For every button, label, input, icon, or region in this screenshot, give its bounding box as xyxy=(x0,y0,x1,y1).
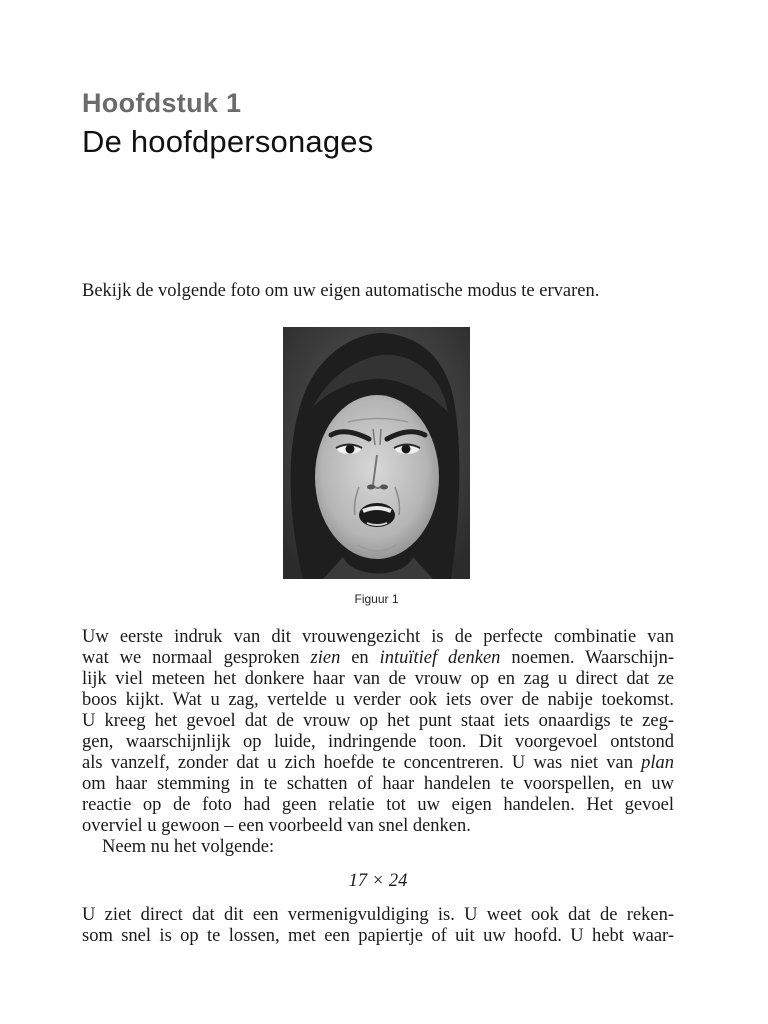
paragraph-line: om haar stemming in te schatten of haar handelen te voorspellen, en uw xyxy=(82,774,674,794)
paragraph-line: Uw eerste indruk van dit vrouwengezicht is de perfecte combinatie van xyxy=(82,627,674,647)
paragraph-line: U kreeg het gevoel dat de vrouw op het punt staat iets onaardigs te zeg- xyxy=(82,711,674,731)
paragraph-line: Neem nu het volgende: xyxy=(102,837,275,857)
paragraph-line xyxy=(82,648,674,669)
paragraph-line: U ziet direct dat dit een vermenigvuldiging is. U weet ook dat de reken- xyxy=(82,905,674,925)
paragraph-line: boos kijkt. Wat u zag, vertelde u verder ook iets over de nabije toekomst. xyxy=(82,690,674,710)
text-run: wat we normaal gesproken xyxy=(82,648,311,668)
text-run: noemen. Waarschijn- xyxy=(500,648,674,668)
chapter-label: Hoofdstuk 1 xyxy=(82,88,242,118)
text-run: en xyxy=(340,648,380,668)
emphasis-intuitief-denken: intuïtief denken xyxy=(379,648,501,668)
figure-caption: Figuur 1 xyxy=(354,592,399,606)
formula: 17 × 24 xyxy=(348,871,408,891)
body-text xyxy=(82,627,674,947)
emphasis-plan: plan xyxy=(641,753,674,773)
chapter-title: De hoofdpersonages xyxy=(82,124,374,159)
paragraph-line: som snel is op te lossen, met een papiertje of uit uw hoofd. U hebt waar- xyxy=(82,926,674,946)
paragraph-line: lijk viel meteen het donkere haar van de vrouw op en zag u direct dat ze xyxy=(82,669,674,689)
intro-sentence: Bekijk de volgende foto om uw eigen automatische modus te ervaren. xyxy=(82,281,600,301)
paragraph-line: overviel u gewoon – een voorbeeld van snel denken. xyxy=(82,816,471,836)
paragraph-line: reactie op de foto had geen relatie tot uw eigen handelen. Het gevoel xyxy=(82,795,674,815)
paragraph-line: gen, waarschijnlijk op luide, indringende toon. Dit voorgevoel ontstond xyxy=(82,732,674,752)
emphasis-zien: zien xyxy=(310,648,341,668)
text-run: als vanzelf, zonder dat u zich hoefde te concentreren. U was niet van xyxy=(82,753,642,773)
paragraph-line xyxy=(82,753,674,774)
figure-photo-angry-woman xyxy=(283,327,470,579)
